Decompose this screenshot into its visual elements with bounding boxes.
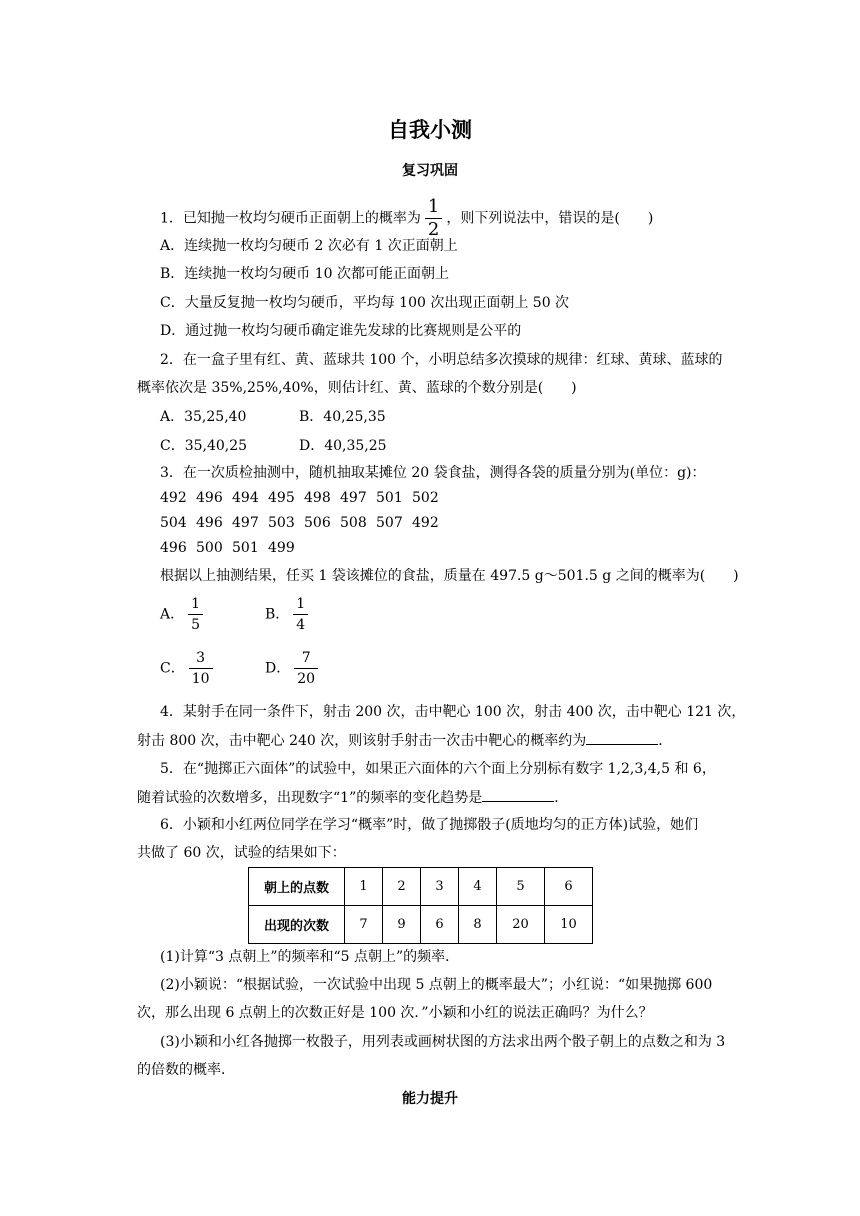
q3-value: 497: [340, 490, 367, 506]
q1-option-d: D．通过抛一枚均匀硬币确定谁先发球的比赛规则是公平的: [160, 323, 522, 339]
section-heading-review: 复习巩固: [402, 163, 458, 179]
frac-denominator: 5: [188, 614, 203, 635]
q2-option-b: B．40,25,35: [299, 409, 386, 425]
q3-value: 504: [160, 515, 187, 531]
table-cell: 6: [421, 906, 459, 944]
q3-option-d-fraction: [294, 648, 318, 689]
q3-value: 496: [160, 540, 187, 556]
table-cell: 1: [345, 868, 383, 906]
page-title: 自我小测: [388, 117, 472, 142]
q3-value: 500: [196, 540, 223, 556]
q3-value: 494: [232, 490, 259, 506]
q2-option-a: A．35,25,40: [160, 409, 247, 425]
q3-value: 498: [304, 490, 331, 506]
q3-value: 503: [268, 515, 295, 531]
table-cell: 9: [383, 906, 421, 944]
q3-value: 508: [340, 515, 367, 531]
q6-part1: (1)计算“3 点朝上”的频率和“5 点朝上”的频率．: [160, 949, 460, 965]
q6-line2: 共做了 60 次，试验的结果如下：: [137, 845, 346, 861]
frac-numerator: 3: [196, 650, 206, 666]
q3-option-c: [160, 648, 217, 689]
q3-value: 501: [376, 490, 403, 506]
q3-option-a-fraction: [188, 594, 203, 635]
q4-line1: 4．某射手在同一条件下，射击 200 次，击中靶心 100 次，射击 400 次，击中靶心 121 次，: [160, 704, 746, 720]
q3-data-row-1: [160, 490, 448, 506]
q6-part2-line2: 次，那么出现 6 点朝上的次数正好是 100 次．”小颖和小红的说法正确吗？为什么？: [137, 1005, 653, 1021]
table-cell: 8: [459, 906, 497, 944]
frac-numerator: 1: [296, 596, 306, 612]
q3-value: 507: [376, 515, 403, 531]
q1-frac-denominator: 2: [425, 218, 442, 241]
q3-line1: 3．在一次质检抽测中，随机抽取某摊位 20 袋食盐，测得各袋的质量分别为(单位：g)：: [160, 465, 706, 481]
q2-line1: 2．在一盒子里有红、黄、蓝球共 100 个，小明总结多次摸球的规律：红球、黄球、蓝球的: [160, 352, 723, 368]
q4-line2: [137, 730, 672, 751]
q1-option-a: A．连续抛一枚均匀硬币 2 次必有 1 次正面朝上: [160, 238, 458, 254]
q3-option-c-fraction: [189, 648, 213, 689]
dice-results-table: [248, 867, 593, 944]
q3-line2: 根据以上抽测结果，任买 1 袋该摊位的食盐，质量在 497.5 g～501.5 g 之间的概率为( ): [160, 568, 739, 584]
q5-line1: 5．在“抛掷正六面体”的试验中，如果正六面体的六个面上分别标有数字 1,2,3,4,5 和 6，: [160, 761, 716, 777]
q1-fraction: [425, 196, 442, 241]
table-cell: 20: [497, 906, 545, 944]
q3-value: 492: [412, 515, 439, 531]
q3-option-d-label: D．: [265, 660, 291, 677]
frac-numerator: 7: [301, 650, 311, 666]
frac-numerator: 1: [191, 596, 201, 612]
q1-option-b: B．连续抛一枚均匀硬币 10 次都可能正面朝上: [160, 266, 450, 282]
table-row: [249, 868, 593, 906]
q3-value: 497: [232, 515, 259, 531]
q6-part2-line1: (2)小颖说：“根据试验，一次试验中出现 5 点朝上的概率最大”；小红说：“如果抛掷 600: [160, 977, 713, 993]
q3-value: 492: [160, 490, 187, 506]
q3-option-d: [265, 648, 322, 689]
q4-line2-text: 射击 800 次，击中靶心 240 次，则该射手射击一次击中靶心的概率约为: [137, 733, 587, 749]
q3-value: 496: [196, 515, 223, 531]
q2-line2: 概率依次是 35%,25%,40%，则估计红、黄、蓝球的个数分别是( ): [137, 380, 577, 396]
table-header-cell: 朝上的点数: [249, 868, 345, 906]
q3-value: 502: [412, 490, 439, 506]
table-header-cell: 出现的次数: [249, 906, 345, 944]
q6-part3-line1: (3)小颖和小红各抛掷一枚骰子，用列表或画树状图的方法求出两个骰子朝上的点数之和为 3: [160, 1034, 726, 1050]
q2-option-c: C．35,40,25: [160, 438, 248, 454]
q3-value: 496: [196, 490, 223, 506]
q1-stem: [160, 196, 653, 241]
q2-option-d: D．40,35,25: [299, 438, 387, 454]
answer-blank: [482, 787, 554, 802]
q3-option-a-label: A．: [160, 606, 185, 623]
q3-option-b-fraction: [293, 594, 308, 635]
q5-line2: [137, 787, 568, 808]
answer-blank: [586, 730, 658, 745]
q1-frac-numerator: 1: [427, 196, 440, 217]
frac-denominator: 20: [294, 668, 318, 689]
table-cell: 5: [497, 868, 545, 906]
q3-option-b: [265, 594, 312, 635]
table-cell: 7: [345, 906, 383, 944]
table-cell: 2: [383, 868, 421, 906]
q3-data-row-3: [160, 540, 304, 556]
table-cell: 4: [459, 868, 497, 906]
q3-value: 506: [304, 515, 331, 531]
q3-value: 501: [232, 540, 259, 556]
table-row: [249, 906, 593, 944]
q6-part3-line2: 的倍数的概率．: [137, 1062, 235, 1078]
table-cell: 3: [421, 868, 459, 906]
q3-option-a: [160, 594, 207, 635]
q3-option-c-label: C．: [160, 660, 185, 677]
table-cell: 10: [545, 906, 593, 944]
table-cell: 6: [545, 868, 593, 906]
q5-line2-end: ．: [554, 790, 569, 806]
q3-value: 499: [268, 540, 295, 556]
q6-line1: 6．小颖和小红两位同学在学习“概率”时，做了抛掷骰子(质地均匀的正方体)试验，她们: [160, 817, 699, 833]
section-heading-ability: 能力提升: [402, 1091, 458, 1107]
q1-stem-pre: 1．已知抛一枚均匀硬币正面朝上的概率为: [160, 210, 421, 227]
q1-option-c: C．大量反复抛一枚均匀硬币，平均每 100 次出现正面朝上 50 次: [160, 295, 570, 311]
q4-line2-end: ．: [658, 733, 673, 749]
q5-line2-text: 随着试验的次数增多，出现数字“1”的频率的变化趋势是: [137, 790, 483, 806]
q3-option-b-label: B．: [265, 606, 290, 623]
q3-data-row-2: [160, 515, 448, 531]
frac-denominator: 4: [293, 614, 308, 635]
q1-stem-post: ，则下列说法中，错误的是( ): [446, 210, 654, 227]
frac-denominator: 10: [189, 668, 213, 689]
q3-value: 495: [268, 490, 295, 506]
